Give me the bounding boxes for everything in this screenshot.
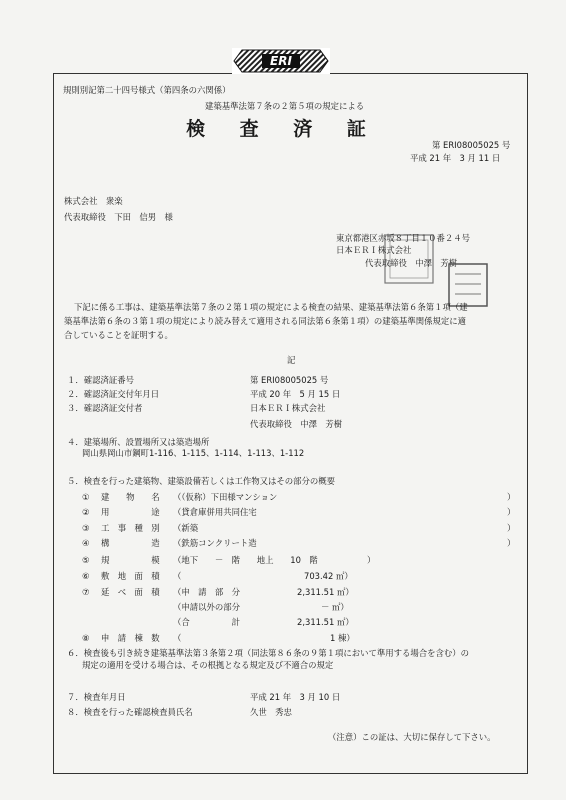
row-label: 構 造	[101, 538, 160, 548]
item-3-value: 日本ＥＲＩ株式会社	[250, 403, 326, 413]
item-3-label: ３．確認済証交付者	[67, 403, 143, 413]
item-7-value: 平成 21 年 3 月 10 日	[250, 692, 341, 702]
item-7-label: ７．検査年月日	[67, 692, 126, 702]
item-6-line-2: 規定の適用を受ける場合は、その根拠となる規定及び不適合の規定	[82, 660, 334, 670]
row-num: ⑤	[82, 555, 90, 565]
item-3-value-2: 代表取締役 中澤 芳樹	[250, 419, 343, 429]
row-label: 工 事 種 別	[101, 523, 160, 533]
item-2-label: ２．確認済証交付年月日	[67, 389, 160, 399]
item-8-value: 久世 秀忠	[250, 707, 292, 717]
row-num: ⑥	[82, 571, 90, 581]
row-value: （合 計	[173, 617, 240, 627]
body-line-3: 合していることを証明する。	[64, 330, 173, 340]
item-1-label: １．確認済証番号	[67, 375, 134, 385]
row-amount: 703.42 ㎡）	[304, 571, 353, 581]
row-num: ⑧	[82, 633, 90, 643]
body-line-2: 築基準法第６条の３第１項の規定により読み替えて適用される同法第６条第１項）の建築基準関係規定に適	[64, 316, 466, 326]
item-4-value: 岡山県岡山市鋼町1-116、1-115、1-114、1-113、1-112	[82, 448, 305, 458]
item-1-value: 第 ERI08005025 号	[250, 375, 329, 385]
footer-note: （注意）この証は、大切に保存して下さい。	[328, 732, 496, 742]
item-5-label: ５．検査を行った建築物、建築設備若しくは工作物又はその部分の概要	[67, 476, 335, 486]
row-amount: 1 棟）	[330, 633, 355, 643]
row-value: （	[173, 571, 182, 581]
row-num: ②	[82, 507, 90, 517]
row-label: 建 物 名	[101, 492, 160, 502]
item-4-label: ４．建築場所、設置場所又は築造場所	[67, 437, 210, 447]
row-close: ）	[507, 538, 516, 548]
row-num: ⑦	[82, 587, 90, 597]
row-value: （地下 － 階 地上 10 階	[173, 555, 318, 565]
row-value: （申請以外の部分	[173, 602, 240, 612]
row-close: ）	[367, 555, 376, 565]
row-value: （申 請 部 分	[173, 587, 240, 597]
item-2-value: 平成 20 年 5 月 15 日	[250, 389, 341, 399]
issue-date: 平成 21 年 3 月 11 日	[410, 153, 501, 163]
form-label: 規則別記第二十四号様式（第四条の六関係）	[63, 85, 231, 95]
recipient-representative: 代表取締役 下田 信男 様	[64, 212, 173, 222]
row-value: （新築	[173, 523, 199, 533]
row-value: （（仮称）下田様マンション	[173, 492, 278, 502]
subtitle: 建築基準法第７条の２第５項の規定による	[205, 101, 365, 111]
row-num: ④	[82, 538, 90, 548]
row-amount: 2,311.51 ㎡）	[297, 587, 354, 597]
row-value: （	[173, 633, 182, 643]
body-line-1: 下記に係る工事は、建築基準法第７条の２第１項の規定による検査の結果、建築基準法第６条第１項（建	[74, 302, 468, 312]
row-close: ）	[507, 523, 516, 533]
row-value: （鉄筋コンクリート造	[173, 538, 257, 548]
row-label: 申 請 棟 数	[101, 633, 160, 643]
issuer-company: 日本ＥＲＩ株式会社	[336, 245, 412, 255]
row-close: ）	[507, 492, 516, 502]
row-value: （貸倉庫併用共同住宅	[173, 507, 257, 517]
row-label: 延 べ 面 積	[101, 587, 160, 597]
row-label: 用 途	[101, 507, 160, 517]
page-title: 検 査 済 証	[186, 118, 380, 140]
row-num: ③	[82, 523, 90, 533]
row-label: 敷 地 面 積	[101, 571, 160, 581]
ki-heading: 記	[287, 355, 296, 365]
issuer-address: 東京都港区赤坂８丁目１０番２４号	[336, 233, 470, 243]
item-6-line-1: ６．検査後も引き続き建築基準法第３条第２項（同法第８６条の９第１項において準用する場合を含む）の	[67, 648, 469, 658]
item-8-label: ８．検査を行った確認検査員氏名	[67, 707, 193, 717]
row-num: ①	[82, 492, 90, 502]
row-close: ）	[507, 507, 516, 517]
row-amount: 2,311.51 ㎡）	[297, 617, 354, 627]
issuer-representative: 代表取締役 中澤 芳樹	[365, 258, 458, 268]
logo-text: ERI	[270, 54, 292, 68]
cert-number: 第 ERI08005025 号	[432, 140, 511, 150]
eri-logo	[232, 48, 330, 74]
recipient-company: 株式会社 衆楽	[64, 196, 123, 206]
row-label: 規 模	[101, 555, 160, 565]
row-amount: － ㎡）	[321, 602, 349, 612]
